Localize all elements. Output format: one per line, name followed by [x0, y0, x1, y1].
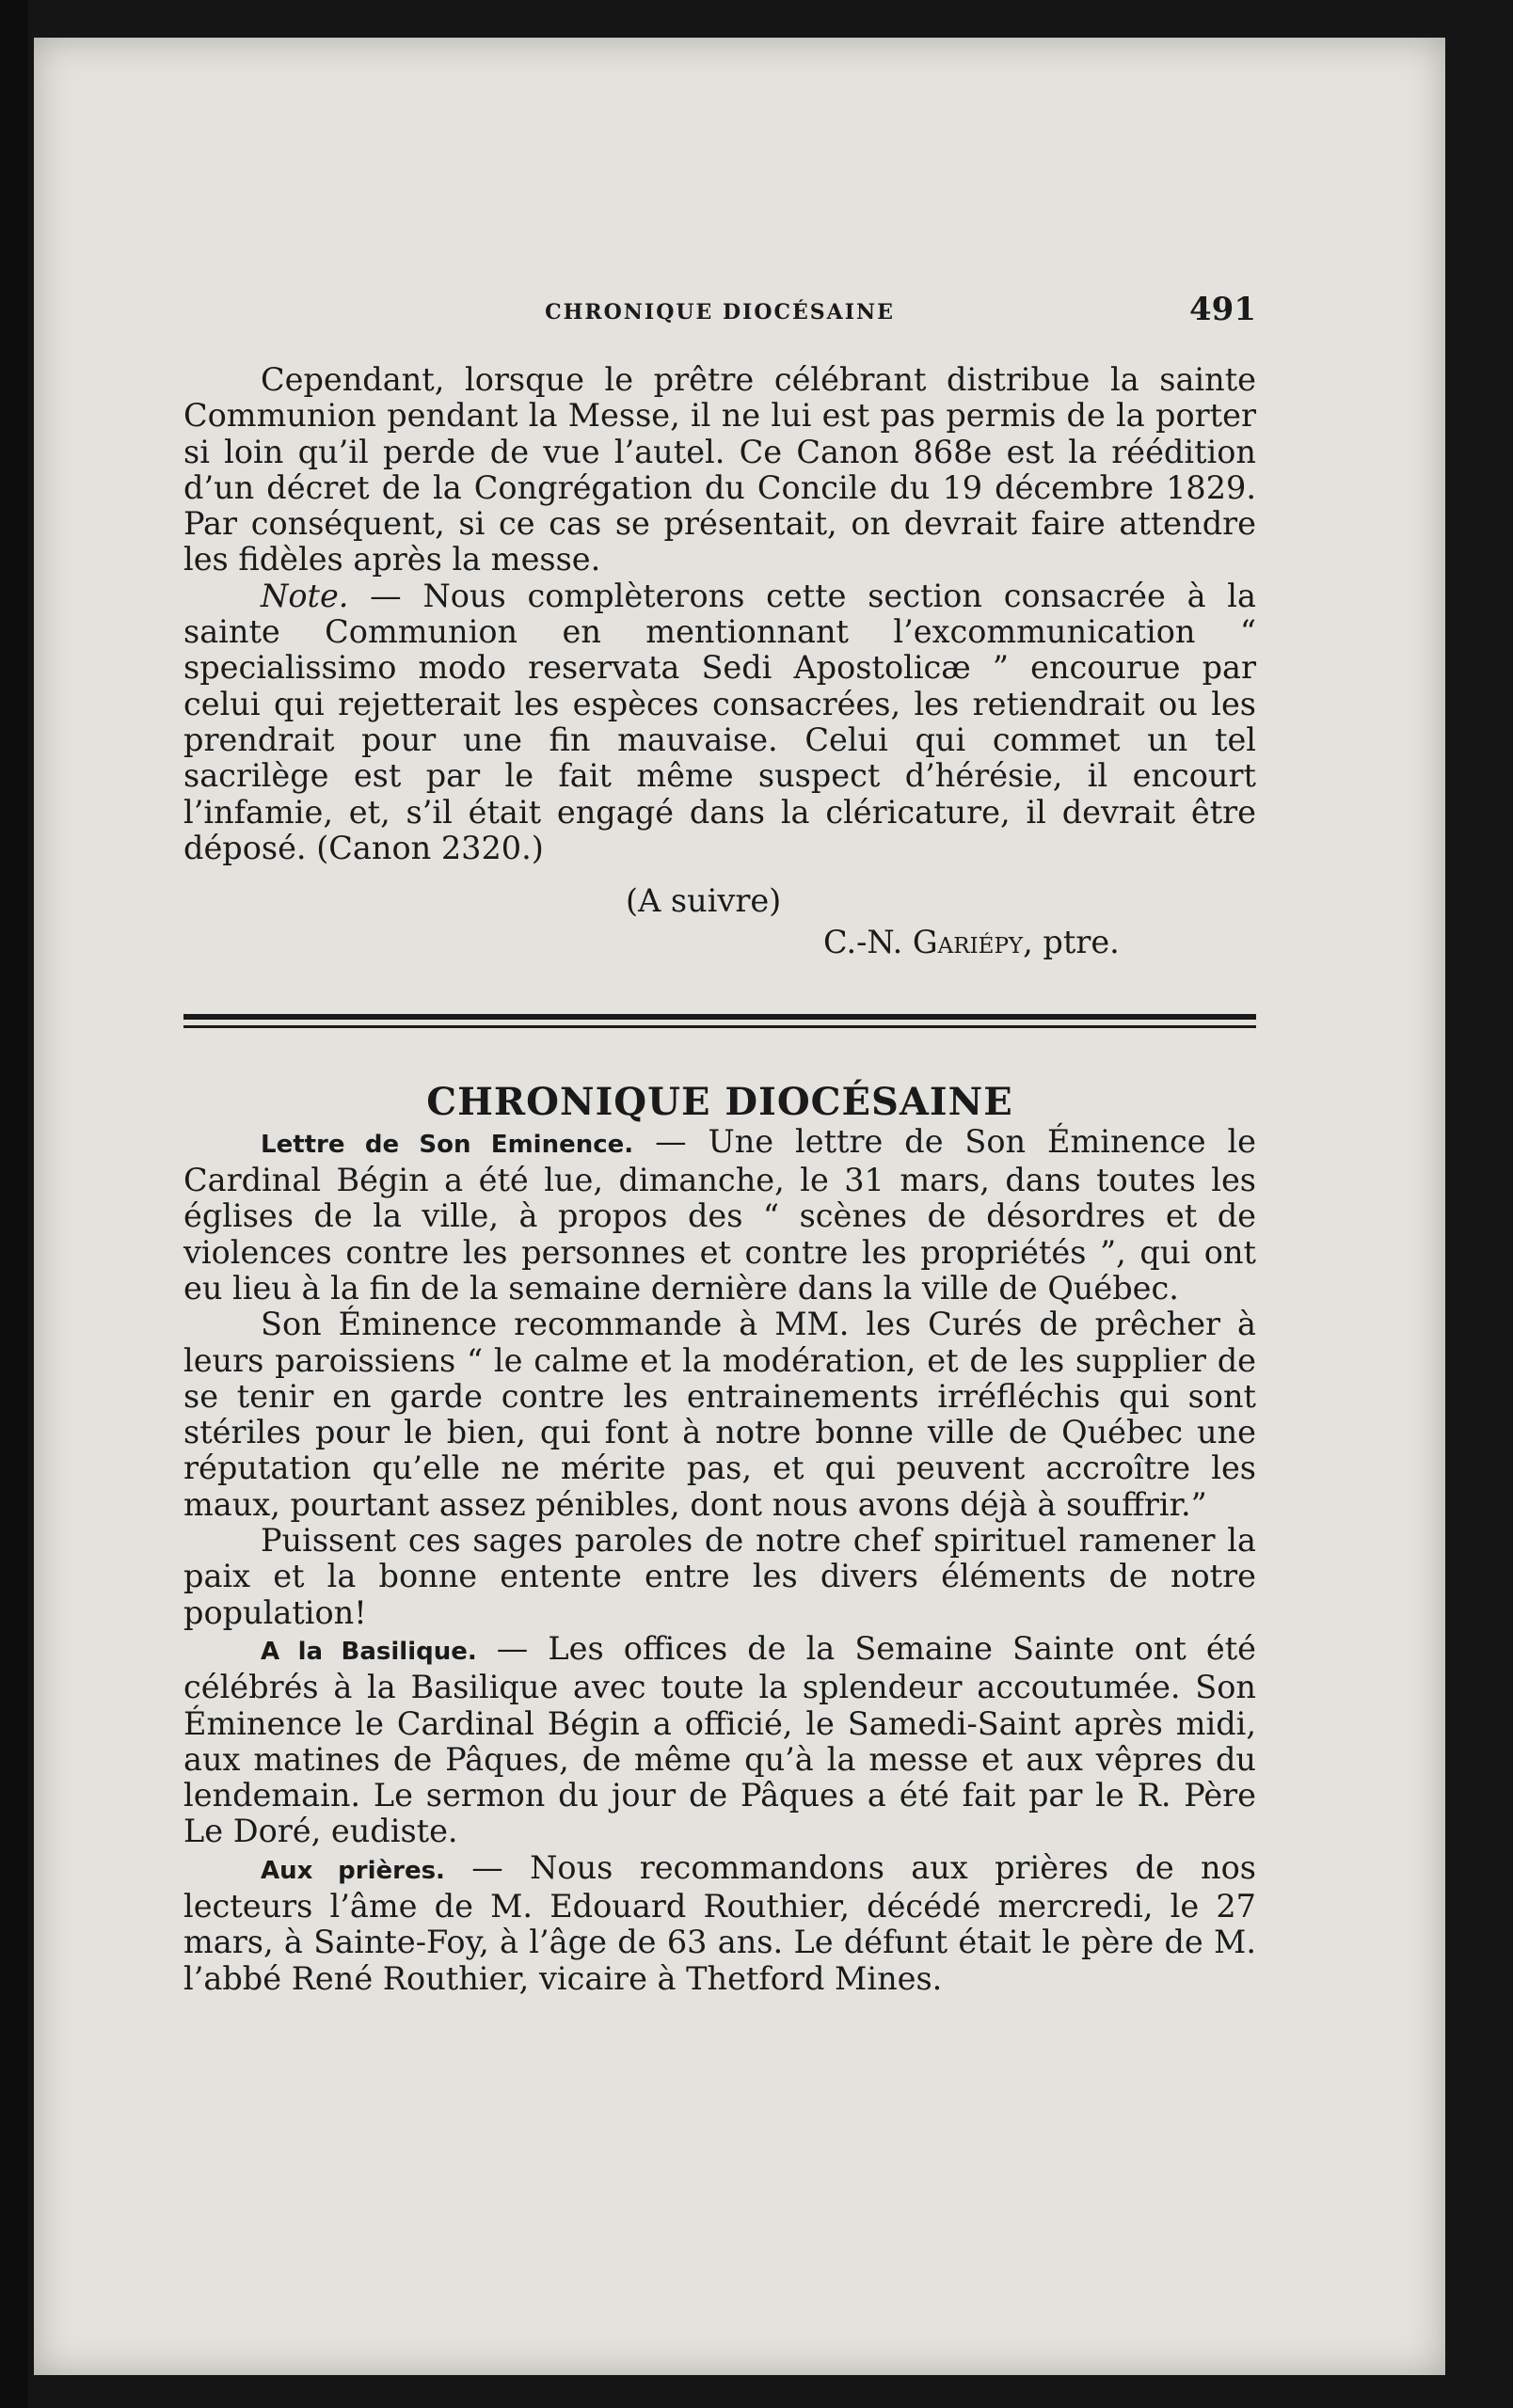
lettre-paragraph-3: Puissent ces sages paroles de notre chef spirituel ramener la paix et la bonne entente entre les divers éléments de notre population! [183, 1522, 1256, 1631]
running-title: CHRONIQUE DIOCÉSAINE [545, 300, 895, 325]
note-label: Note. [261, 577, 349, 614]
prieres-lead: Aux prières. [261, 1856, 445, 1885]
article-paragraph-1: Cependant, lorsque le prêtre célébrant distribue la sainte Communion pendant la Messe, il ne lui est pas permis de la porter si loin qu’il perde de vue l’autel. Ce Canon 868e est la réédition d’un décret de la Congrégation du Concile du 19 décembre 1829. Par conséquent, si ce cas se présentait, on devrait faire attendre les fidèles après la messe. [183, 361, 1256, 578]
lettre-text-1: — Une lettre de Son Éminence le Cardinal Bégin a été lue, dimanche, le 31 mars, dans toutes les églises de la ville, à propos des “ scènes de désordres et de violences contre les personnes et contre les propriétés ”, qui ont eu lieu à la fin de la semaine dernière dans la ville de Québec. [183, 1122, 1256, 1307]
running-header [183, 287, 1256, 343]
section-title: CHRONIQUE DIOCÉSAINE [426, 1079, 1013, 1124]
author-signature [823, 925, 1256, 960]
basilique-text: — Les offices de la Semaine Sainte ont été célébrés à la Basilique avec toute la splendeur accoutumée. Son Éminence le Cardinal Bégin a officié, le Samedi-Saint après midi, aux matines de Pâques, de même qu’à la messe et aux vêpres du lendemain. Le sermon du jour de Pâques a été fait par le R. Père Le Doré, eudiste. [183, 1629, 1256, 1850]
divider-thin-line [183, 1025, 1256, 1028]
prieres-paragraph [183, 1850, 1256, 1997]
binding-edge [0, 0, 28, 2408]
to-be-continued: (A suivre) [626, 882, 782, 920]
lettre-lead: Lettre de Son Eminence. [261, 1130, 634, 1159]
article-note-paragraph [183, 578, 1256, 866]
basilique-paragraph [183, 1631, 1256, 1850]
note-text: — Nous complèterons cette section consacrée à la sainte Communion en mentionnant l’excommunication “ specialissimo modo reservata Sedi Apostolicæ ” encourue par celui qui rejetterait les espèces consacrées, les retiendrait ou les prendrait pour une fin mauvaise. Celui qui commet un tel sacrilège est par le fait même suspect d’hérésie, il encourt l’infamie, et, s’il était engagé dans la cléricature, il devrait être déposé. (Canon 2320.) [183, 577, 1256, 866]
basilique-lead: A la Basilique. [261, 1637, 477, 1666]
lettre-paragraph-1 [183, 1124, 1256, 1307]
divider-thick-line [183, 1014, 1256, 1020]
page-number: 491 [1189, 291, 1256, 328]
lettre-paragraph-2: Son Éminence recommande à MM. les Curés de prêcher à leurs paroissiens “ le calme et la modération, et de les supplier de se tenir en garde contre les entrainements irréfléchis qui sont stériles pour le bien, qui font à notre bonne ville de Québec une réputation qu’elle ne mérite pas, et qui peuvent accroître les maux, pourtant assez pénibles, dont nous avons déjà à souffrir.” [183, 1306, 1256, 1523]
signature-name: Gariépy [912, 924, 1024, 961]
section-divider [183, 1014, 1256, 1033]
signature-suffix: , ptre. [1023, 924, 1120, 961]
signature-initials: C.-N. [823, 924, 913, 961]
prieres-text: — Nous recommandons aux prières de nos lecteurs l’âme de M. Edouard Routhier, décédé mercredi, le 27 mars, à Sainte-Foy, à l’âge de 63 ans. Le défunt était le père de M. l’abbé René Routhier, vicaire à Thetford Mines. [183, 1848, 1256, 1997]
page-content [183, 287, 1256, 1997]
